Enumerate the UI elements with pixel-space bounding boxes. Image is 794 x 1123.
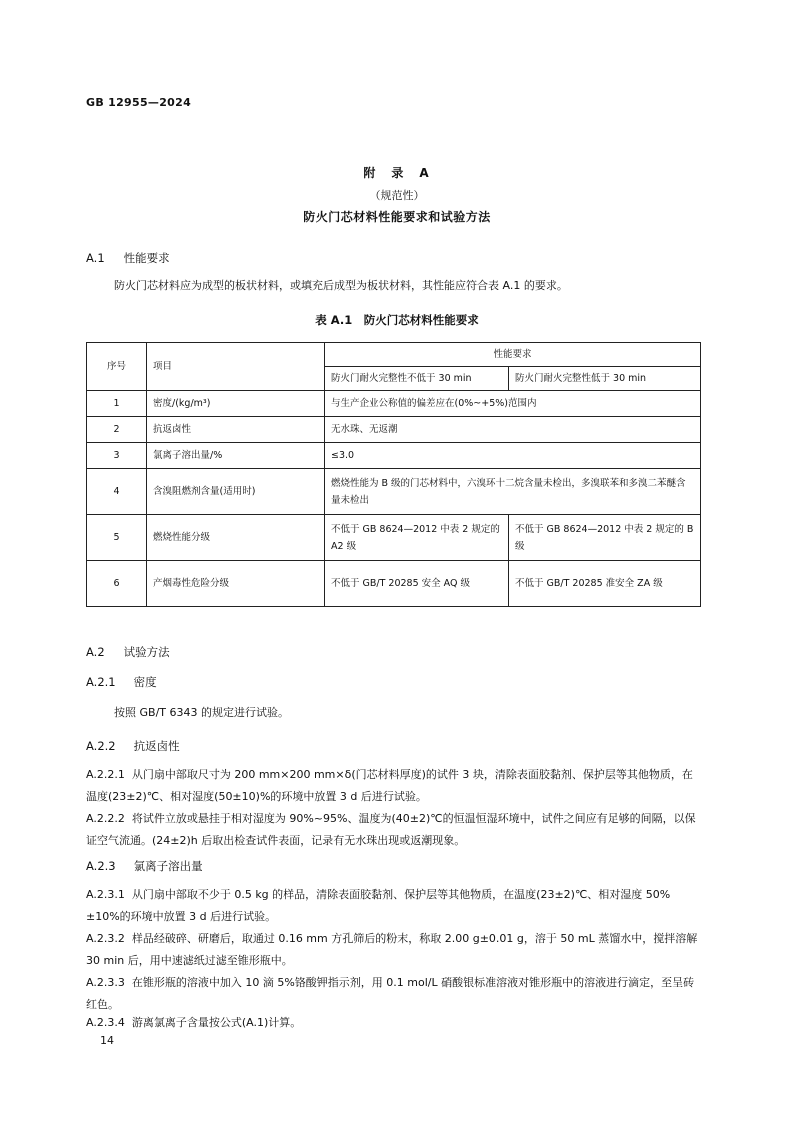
- clause-a222: [86, 808, 700, 852]
- annex-title: 附 录 A: [363, 166, 431, 180]
- section-title: 试验方法: [123, 645, 170, 659]
- row-item: 燃烧性能分级: [147, 515, 325, 561]
- section-a1-text: 防火门芯材料应为成型的板状材料，或填充后成型为板状材料，其性能应符合表 A.1 的要求。: [114, 279, 568, 292]
- section-number: A.1: [86, 251, 105, 265]
- row-no: 3: [87, 443, 147, 469]
- header-lt-30min: 防火门耐火完整性低于 30 min: [509, 367, 701, 391]
- row-requirement-lt: 不低于 GB 8624—2012 中表 2 规定的 B 级: [509, 515, 701, 561]
- row-item: 氯离子溶出量/%: [147, 443, 325, 469]
- row-item: 含溴阻燃剂含量(适用时): [147, 469, 325, 515]
- clause-number: A.2.2.1: [86, 768, 125, 781]
- annex-subject: 防火门芯材料性能要求和试验方法: [303, 210, 491, 224]
- section-a2-heading: [86, 644, 170, 660]
- header-ge-30min: 防火门耐火完整性不低于 30 min: [325, 367, 509, 391]
- section-a23-heading: [86, 858, 203, 874]
- clause-number: A.2.3.3: [86, 976, 125, 989]
- clause-number: A.2.3.4: [86, 1016, 125, 1029]
- clause-text: 游离氯离子含量按公式(A.1)计算。: [131, 1016, 302, 1029]
- row-requirement-lt: 不低于 GB/T 20285 准安全 ZA 级: [509, 561, 701, 607]
- row-requirement: 与生产企业公称值的偏差应在(0%~+5%)范围内: [325, 391, 701, 417]
- section-title: 性能要求: [123, 251, 170, 265]
- page-number: 14: [100, 1034, 114, 1047]
- clause-a233: [86, 972, 700, 1016]
- row-no: 6: [87, 561, 147, 607]
- section-title: 氯离子溶出量: [133, 859, 203, 873]
- clause-a221: [86, 764, 700, 808]
- row-requirement: ≤3.0: [325, 443, 701, 469]
- clause-a234: [86, 1012, 700, 1034]
- row-item: 密度/(kg/m³): [147, 391, 325, 417]
- row-item: 抗返卤性: [147, 417, 325, 443]
- clause-a231: [86, 884, 700, 928]
- section-number: A.2.3: [86, 859, 116, 873]
- clause-text: 样品经破碎、研磨后，取通过 0.16 mm 方孔筛后的粉末，称取 2.00 g±0.01 g，溶于 50 mL 蒸馏水中，搅拌溶解 30 min 后，用中速滤纸过滤至锥形瓶中。: [86, 932, 698, 967]
- row-no: 2: [87, 417, 147, 443]
- table-row: [87, 443, 701, 469]
- clause-text: 将试件立放或悬挂于相对湿度为 90%~95%、温度为(40±2)℃的恒温恒湿环境中，试件之间应有足够的间隔，以保证空气流通。(24±2)h 后取出检查试件表面，记录有无水珠出现或返潮现象。: [86, 812, 696, 847]
- table-title: 表 A.1 防火门芯材料性能要求: [315, 313, 479, 327]
- section-a21-text: 按照 GB/T 6343 的规定进行试验。: [114, 706, 289, 719]
- section-title: 抗返卤性: [133, 739, 180, 753]
- section-number: A.2: [86, 645, 105, 659]
- row-no: 4: [87, 469, 147, 515]
- table-row: [87, 417, 701, 443]
- table-row: [87, 561, 701, 607]
- clause-number: A.2.2.2: [86, 812, 125, 825]
- clause-text: 在锥形瓶的溶液中加入 10 滴 5%铬酸钾指示剂，用 0.1 mol/L 硝酸银标准溶液对锥形瓶中的溶液进行滴定，至呈砖红色。: [86, 976, 695, 1011]
- section-number: A.2.1: [86, 675, 116, 689]
- clause-number: A.2.3.1: [86, 888, 125, 901]
- clause-a232: [86, 928, 700, 972]
- table-row: [87, 515, 701, 561]
- row-item: 产烟毒性危险分级: [147, 561, 325, 607]
- clause-number: A.2.3.2: [86, 932, 125, 945]
- header-performance: 性能要求: [325, 343, 701, 367]
- section-a22-heading: [86, 738, 180, 754]
- row-requirement-ge: 不低于 GB 8624—2012 中表 2 规定的 A2 级: [325, 515, 509, 561]
- header-no: 序号: [87, 343, 147, 391]
- performance-table: [86, 342, 701, 607]
- row-requirement: 无水珠、无返潮: [325, 417, 701, 443]
- section-number: A.2.2: [86, 739, 116, 753]
- table-row: [87, 469, 701, 515]
- standard-number: GB 12955—2024: [86, 96, 192, 109]
- clause-text: 从门扇中部取不少于 0.5 kg 的样品，清除表面胶黏剂、保护层等其他物质，在温度(23±2)℃、相对湿度 50%±10%的环境中放置 3 d 后进行试验。: [86, 888, 671, 923]
- row-no: 5: [87, 515, 147, 561]
- section-title: 密度: [133, 675, 157, 689]
- row-requirement: 燃烧性能为 B 级的门芯材料中，六溴环十二烷含量未检出，多溴联苯和多溴二苯醚含量未检出: [325, 469, 701, 515]
- row-requirement-ge: 不低于 GB/T 20285 安全 AQ 级: [325, 561, 509, 607]
- header-item: 项目: [147, 343, 325, 391]
- section-a1-heading: [86, 250, 170, 266]
- section-a21-heading: [86, 674, 157, 690]
- row-no: 1: [87, 391, 147, 417]
- clause-text: 从门扇中部取尺寸为 200 mm×200 mm×δ(门芯材料厚度)的试件 3 块，清除表面胶黏剂、保护层等其他物质，在温度(23±2)℃、相对湿度(50±10)%的环境中放置 3 d 后进行试验。: [86, 768, 693, 803]
- table-row: [87, 391, 701, 417]
- annex-nature: （规范性）: [369, 189, 425, 202]
